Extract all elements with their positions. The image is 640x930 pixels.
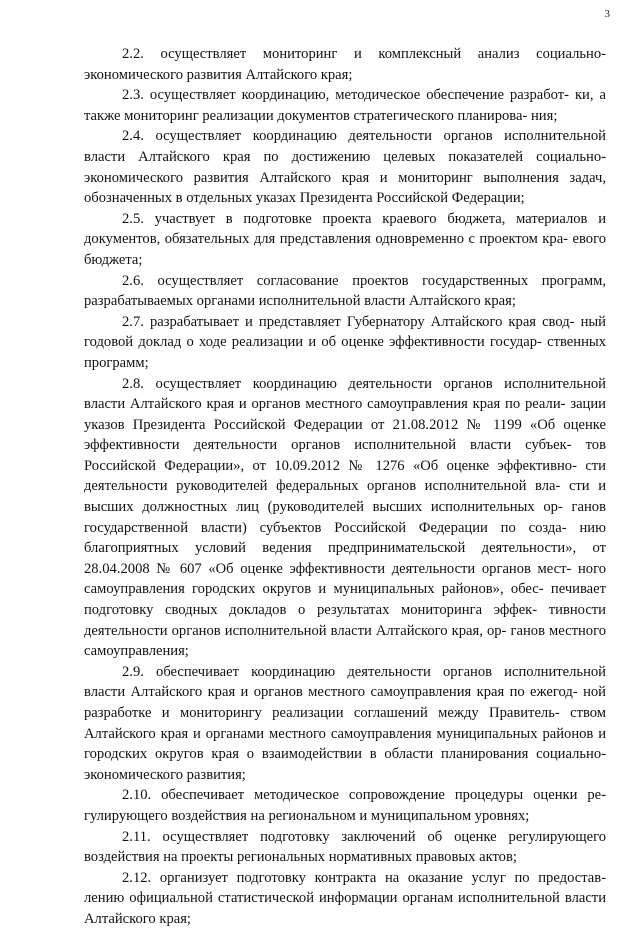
paragraph-line: 2.11. осуществляет подготовку заключений об оценке регулирующего bbox=[122, 828, 606, 845]
paragraph-line: ганов государственной власти) субъектов Российской Федерации по созда- bbox=[84, 499, 606, 536]
paragraph-line: обозначенных в отдельных указах Президента Российской Федерации; bbox=[84, 190, 525, 207]
paragraph-item bbox=[84, 374, 606, 662]
paragraph-line: власти Алтайского края и органов местного самоуправления края по реали- bbox=[84, 396, 566, 413]
paragraph-line: районов и городских округов края о взаимодействии в области планирования bbox=[84, 725, 607, 763]
paragraph-line: 2.4. осуществляет координацию деятельности органов исполнительной bbox=[122, 128, 606, 145]
paragraph-line: зации указов Президента Российской Федерации от 21.08.2012 № 1199 «Об bbox=[84, 396, 606, 433]
paragraph-line: воздействия на проекты региональных нормативных правовых актов; bbox=[84, 849, 517, 866]
paragraph-line: ный годовой доклад о ходе реализации и об оценке эффективности государ- bbox=[84, 313, 606, 351]
paragraph-line: 2.5. участвует в подготовке проекта краевого бюджета, материалов и bbox=[122, 210, 606, 227]
paragraph-line: 2.12. организует подготовку контракта на оказание услуг по предостав- bbox=[122, 869, 606, 886]
paragraph-line: лению официальной статистической информации органам исполнительной bbox=[84, 890, 560, 907]
page-number: 3 bbox=[604, 8, 610, 20]
paragraph-line: 2.7. разрабатывает и представляет Губернатору Алтайского края свод- bbox=[122, 313, 575, 330]
paragraph-line: ственных программ; bbox=[84, 334, 606, 371]
paragraph-item bbox=[84, 126, 606, 208]
paragraph-line: ки, а также мониторинг реализации документов стратегического планирова- bbox=[84, 87, 606, 124]
paragraph-line: сти и высших должностных лиц (руководителей высших исполнительных ор- bbox=[84, 478, 607, 516]
paragraph-line: 2.6. осуществляет согласование проектов государственных программ, bbox=[122, 272, 606, 289]
paragraph-line: экономического развития Алтайского края; bbox=[84, 66, 353, 83]
paragraph-item bbox=[84, 209, 606, 271]
paragraph-line: социально-экономического развития; bbox=[84, 746, 606, 783]
paragraph-line: документов, обязательных для представления одновременно с проектом кра- bbox=[84, 231, 569, 248]
page-content bbox=[84, 44, 606, 930]
paragraph-line: нию благоприятных условий ведения предпринимательской деятельности», bbox=[84, 519, 606, 557]
paragraph-item bbox=[84, 271, 606, 312]
paragraph-line: оценке эффективности деятельности органов исполнительной власти субъек- bbox=[84, 416, 606, 454]
paragraph-line: 2.8. осуществляет координацию деятельности органов исполнительной bbox=[122, 375, 606, 392]
paragraph-line: разрабатываемых органами исполнительной власти Алтайского края; bbox=[84, 293, 516, 310]
paragraph-line: власти Алтайского края по достижению целевых показателей социально- bbox=[84, 148, 606, 165]
paragraph-line: ством Алтайского края и органами местного самоуправления муниципальных bbox=[84, 705, 606, 742]
paragraph-line: 2.9. обеспечивает координацию деятельности органов исполнительной bbox=[122, 663, 606, 680]
paragraph-line: гулирующего воздействия на региональном и муниципальном уровнях; bbox=[84, 807, 530, 824]
paragraph-item bbox=[84, 312, 606, 374]
paragraph-line: ния; bbox=[530, 107, 558, 124]
paragraph-line: 2.2. осуществляет мониторинг и комплексный анализ социально- bbox=[122, 46, 606, 62]
paragraph-line: печивает подготовку сводных докладов о результатах мониторинга эффек- bbox=[84, 581, 606, 619]
paragraph-item bbox=[84, 85, 606, 126]
paragraph-item bbox=[84, 868, 606, 930]
paragraph-line: экономического развития Алтайского края и мониторинг выполнения задач, bbox=[84, 169, 606, 186]
paragraph-item bbox=[84, 827, 606, 868]
paragraph-line: от 28.04.2008 № 607 «Об оценке эффективности деятельности органов мест- bbox=[84, 540, 606, 577]
paragraph-line: сти деятельности руководителей федеральных органов исполнительной вла- bbox=[84, 457, 606, 495]
paragraph-item bbox=[84, 662, 606, 786]
paragraph-line: ного самоуправления городских округов и муниципальных районов», обес- bbox=[84, 560, 607, 598]
paragraph-line: тов Российской Федерации», от 10.09.2012 № 1276 «Об оценке эффективно- bbox=[84, 437, 606, 474]
paragraph-line: ганов местного самоуправления; bbox=[84, 622, 606, 660]
paragraph-line: власти Алтайского края; bbox=[84, 890, 606, 927]
paragraph-item bbox=[84, 785, 606, 826]
paragraph-line: 2.3. осуществляет координацию, методическое обеспечение разработ- bbox=[122, 87, 569, 104]
paragraph-line: власти Алтайского края и органов местного самоуправления края по ежегод- bbox=[84, 684, 578, 701]
paragraph-line: 2.10. обеспечивает методическое сопровождение процедуры оценки ре- bbox=[122, 787, 606, 804]
paragraph-line: ной разработке и мониторингу реализации соглашений между Правитель- bbox=[84, 684, 606, 721]
paragraph-line: евого бюджета; bbox=[84, 231, 606, 268]
paragraph-item bbox=[84, 44, 606, 85]
paragraph-line: тивности деятельности органов исполнительной власти Алтайского края, ор- bbox=[84, 602, 606, 639]
